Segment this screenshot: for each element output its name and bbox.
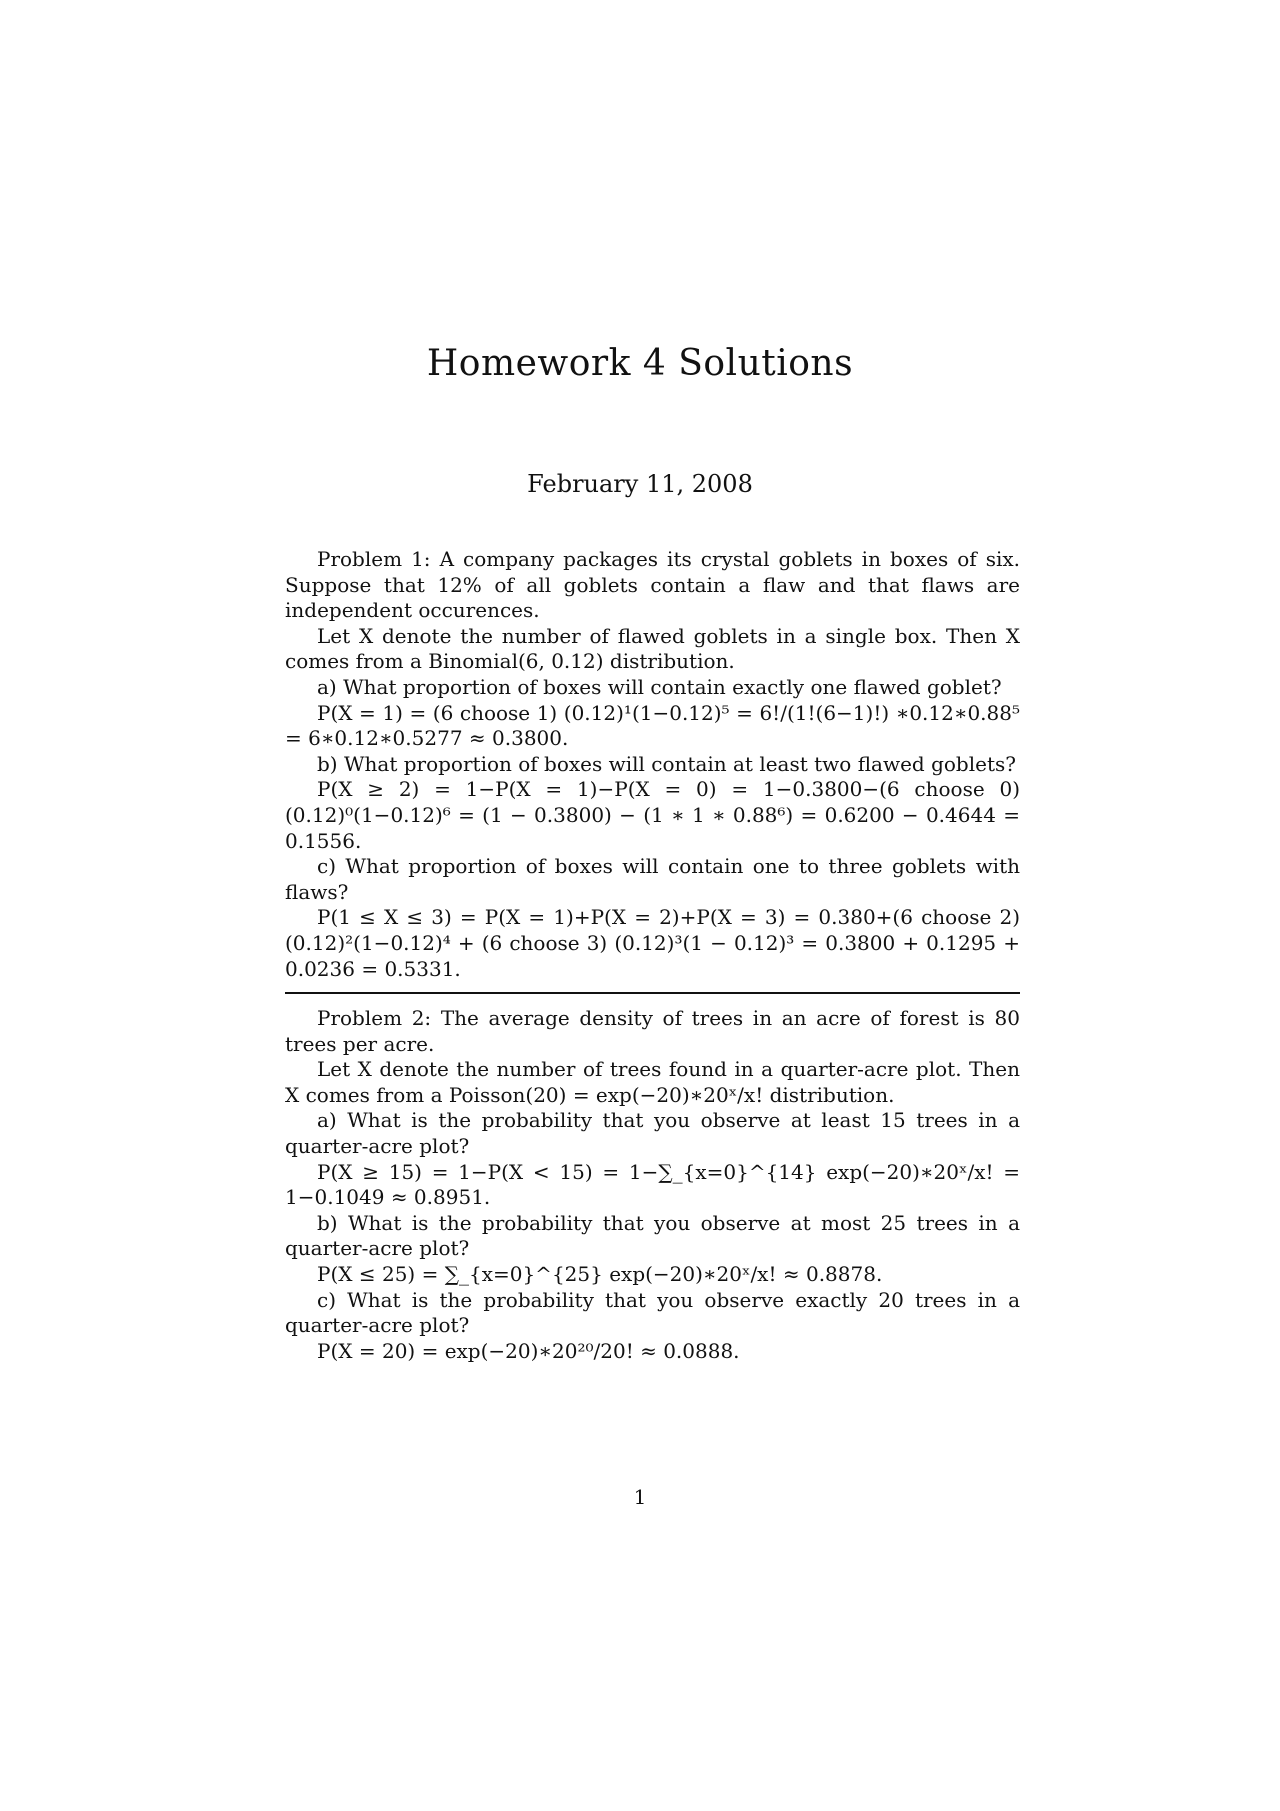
problem-2-setup: Let X denote the number of trees found in a quarter-acre plot. Then X comes from a Poisson(20) = exp(−20)∗20ˣ/x! distribution.	[285, 1057, 1020, 1107]
problem-1b-answer: P(X ≥ 2) = 1−P(X = 1)−P(X = 0) = 1−0.3800−(6 choose 0) (0.12)⁰(1−0.12)⁶ = (1 − 0.3800) − (1 ∗ 1 ∗ 0.88⁶) = 0.6200 − 0.4644 = 0.1556.	[285, 777, 1020, 853]
problem-1a-answer: P(X = 1) = (6 choose 1) (0.12)¹(1−0.12)⁵ = 6!/(1!(6−1)!) ∗0.12∗0.88⁵ = 6∗0.12∗0.5277 ≈ 0.3800.	[285, 700, 1020, 751]
problem-1c-answer: P(1 ≤ X ≤ 3) = P(X = 1)+P(X = 2)+P(X = 3) = 0.380+(6 choose 2) (0.12)²(1−0.12)⁴ + (6 choose 3) (0.12)³(1 − 0.12)³ = 0.3800 + 0.1295 + 0.0236 = 0.5331.	[285, 905, 1020, 981]
problem-2	[285, 1006, 1020, 1364]
problem-2b-question: b) What is the probability that you observe at most 25 trees in a quarter-acre plot?	[285, 1210, 1020, 1261]
problem-2c-answer: P(X = 20) = exp(−20)∗20²⁰/20! ≈ 0.0888.	[317, 1338, 740, 1363]
document-date: February 11, 2008	[527, 470, 753, 498]
page-title: Homework 4 Solutions	[426, 343, 854, 384]
problem-2a-answer: P(X ≥ 15) = 1−P(X < 15) = 1−∑_{x=0}^{14} exp(−20)∗20ˣ/x! = 1−0.1049 ≈ 0.8951.	[285, 1159, 1020, 1210]
problem-1b-question: b) What proportion of boxes will contain at least two flawed goblets?	[317, 751, 1016, 776]
section-divider	[285, 992, 1020, 994]
problem-1a-question: a) What proportion of boxes will contain exactly one flawed goblet?	[317, 674, 1002, 699]
problem-2-statement: Problem 2: The average density of trees in an acre of forest is 80 trees per acre.	[285, 1006, 1020, 1056]
problem-1-setup: Let X denote the number of flawed goblets in a single box. Then X comes from a Binomial(6, 0.12) distribution.	[285, 623, 1020, 674]
problem-2a-question: a) What is the probability that you observe at least 15 trees in a quarter-acre plot?	[285, 1108, 1020, 1159]
page-number: 1	[633, 1485, 647, 1509]
problem-2b-answer: P(X ≤ 25) = ∑_{x=0}^{25} exp(−20)∗20ˣ/x! ≈ 0.8878.	[317, 1262, 883, 1287]
problem-2c-question: c) What is the probability that you observe exactly 20 trees in a quarter-acre plot?	[285, 1287, 1020, 1338]
document-body	[285, 547, 1020, 1364]
problem-1	[285, 547, 1020, 982]
problem-1c-question: c) What proportion of boxes will contain one to three goblets with flaws?	[285, 854, 1020, 904]
problem-1-statement: Problem 1: A company packages its crystal goblets in boxes of six. Suppose that 12% of all goblets contain a flaw and that flaws are independent occurences.	[285, 547, 1020, 623]
